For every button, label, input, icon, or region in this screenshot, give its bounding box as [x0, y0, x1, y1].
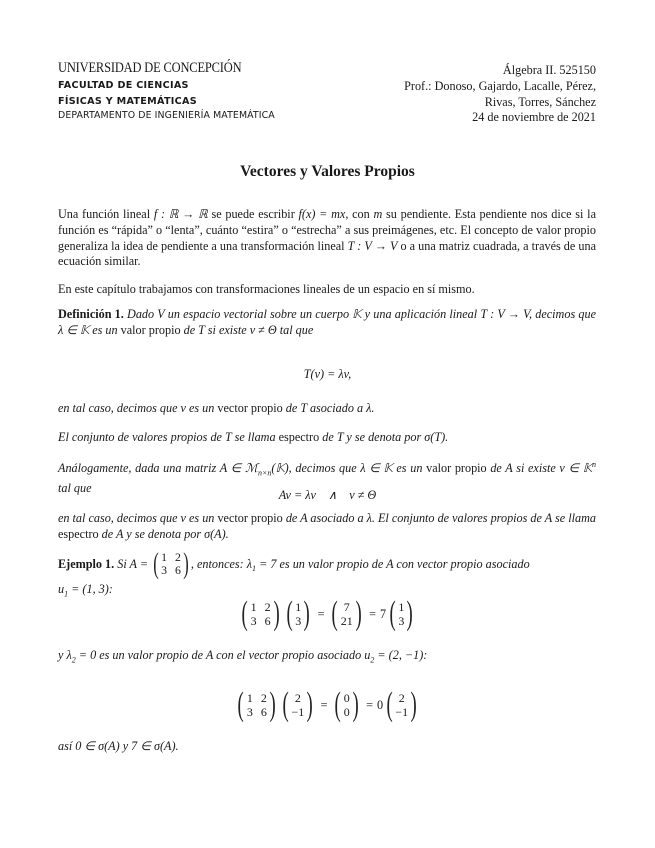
example-label: Ejemplo 1. — [58, 556, 115, 571]
matrix-A-2: ( 1 2 3 6 ) — [238, 686, 276, 723]
example-paragraph: Ejemplo 1. Si A = ( 1 2 3 6 ) , entonces: $\lambda_1 = 7$ es un valor propio de A con vector propio asociado — [58, 547, 530, 580]
vector-u1: ( 1 3 ) — [286, 595, 311, 632]
scalar-7: 7 — [379, 606, 387, 621]
term-valor-propio: valor propio — [120, 322, 181, 337]
faculty-line-2: FÍSICAS Y MATEMÁTICAS — [58, 96, 197, 107]
vector-u1-scaled: ( 1 3 ) — [389, 595, 414, 632]
professors-line-1: Prof.: Donoso, Gajardo, Lacalle, Pérez, — [404, 79, 596, 93]
matrix-A-inline: ( 1 2 3 6 ) — [153, 547, 189, 580]
vector-result-2: ( 0 0 ) — [335, 686, 359, 723]
definition-label: Definición 1. — [58, 307, 124, 321]
definition-spectrum-line: El conjunto de valores propios de T se llama espectro de T y se denota por σ(T). — [58, 430, 449, 444]
definition-matrix-eigenvector: en tal caso, decimos que v es un vector propio de A asociado a λ. El conjunto de valores propios de A se llama espectro de A y se denota por σ(A). — [58, 511, 596, 541]
example-lambda2-line: y $\lambda_2 = 0$ es un valor propio de A con el vector propio asociado $u_2 = (2$, −1): — [58, 648, 428, 665]
matrix-A: ( 1 2 3 6 ) — [241, 595, 280, 632]
equation-eigen-A: Av = λv ∧ v ≠ Θ — [278, 488, 377, 502]
matrix-equation-1: ( 1 2 3 6 ) ( 1 3 ) = ( 7 21 ) = 7 ( 1 3 ) — [0, 597, 655, 631]
scalar-0: 0 — [376, 697, 384, 712]
vector-result-1: ( 7 21 ) — [332, 595, 362, 632]
document-date: 24 de noviembre de 2021 — [472, 110, 596, 124]
department-name: DEPARTAMENTO DE INGENIERÍA MATEMÁTICA — [58, 110, 275, 121]
matrix-equation-2: ( 1 2 3 6 ) ( 2 −1 ) = ( 0 0 ) = 0 ( 2 −1 ) — [0, 688, 655, 722]
definition-matrix-paragraph: Análogamente, dada una matriz A ∈ ℳ$_{n\times n}$(𝕂), decimos que λ ∈ 𝕂 es un valor propio de A si existe v ∈ 𝕂$^n$ tal que — [58, 460, 596, 496]
definition-paragraph: Definición 1. Dado V un espacio vectorial sobre un cuerpo 𝕂 y una aplicación lineal T : V → V, decimos que λ ∈ 𝕂 es un valor propio de T si existe v ≠ Θ tal que — [58, 307, 596, 337]
example-conclusion: así 0 ∈ σ(A) y 7 ∈ σ(A). — [58, 739, 179, 753]
page-title: Vectores y Valores Propios — [240, 163, 415, 180]
intro-paragraph-1: Una función lineal f : ℝ → ℝ se puede escribir f(x) = mx, con m su pendiente. Esta pendiente nos dice si la función es “rápida” o “lenta”, cuánto “estira” o “estrecha” a sus preimágenes, etc. El concepto de valor propio generaliza la idea de pendiente a una transformación lineal T : V → V o a una matriz cuadrada, a través de una ecuación similar. — [58, 207, 596, 269]
course-code: Álgebra II. 525150 — [502, 63, 596, 77]
vector-u2-scaled: ( 2 −1 ) — [386, 686, 417, 723]
faculty-line-1: FACULTAD DE CIENCIAS — [58, 80, 189, 91]
vector-u2: ( 2 −1 ) — [282, 686, 314, 723]
example-u1-line: $u_1 = (1$, 3): — [58, 582, 113, 599]
equation-eigen-T: T(v) = λv, — [303, 367, 352, 381]
university-name: UNIVERSIDAD DE CONCEPCIÓN — [58, 60, 242, 76]
professors-line-2: Rivas, Torres, Sánchez — [484, 95, 596, 109]
definition-eigenvector-line: en tal caso, decimos que v es un vector propio de T asociado a λ. — [58, 401, 375, 415]
intro-paragraph-2: En este capítulo trabajamos con transformaciones lineales de un espacio en sí mismo. — [58, 282, 475, 296]
